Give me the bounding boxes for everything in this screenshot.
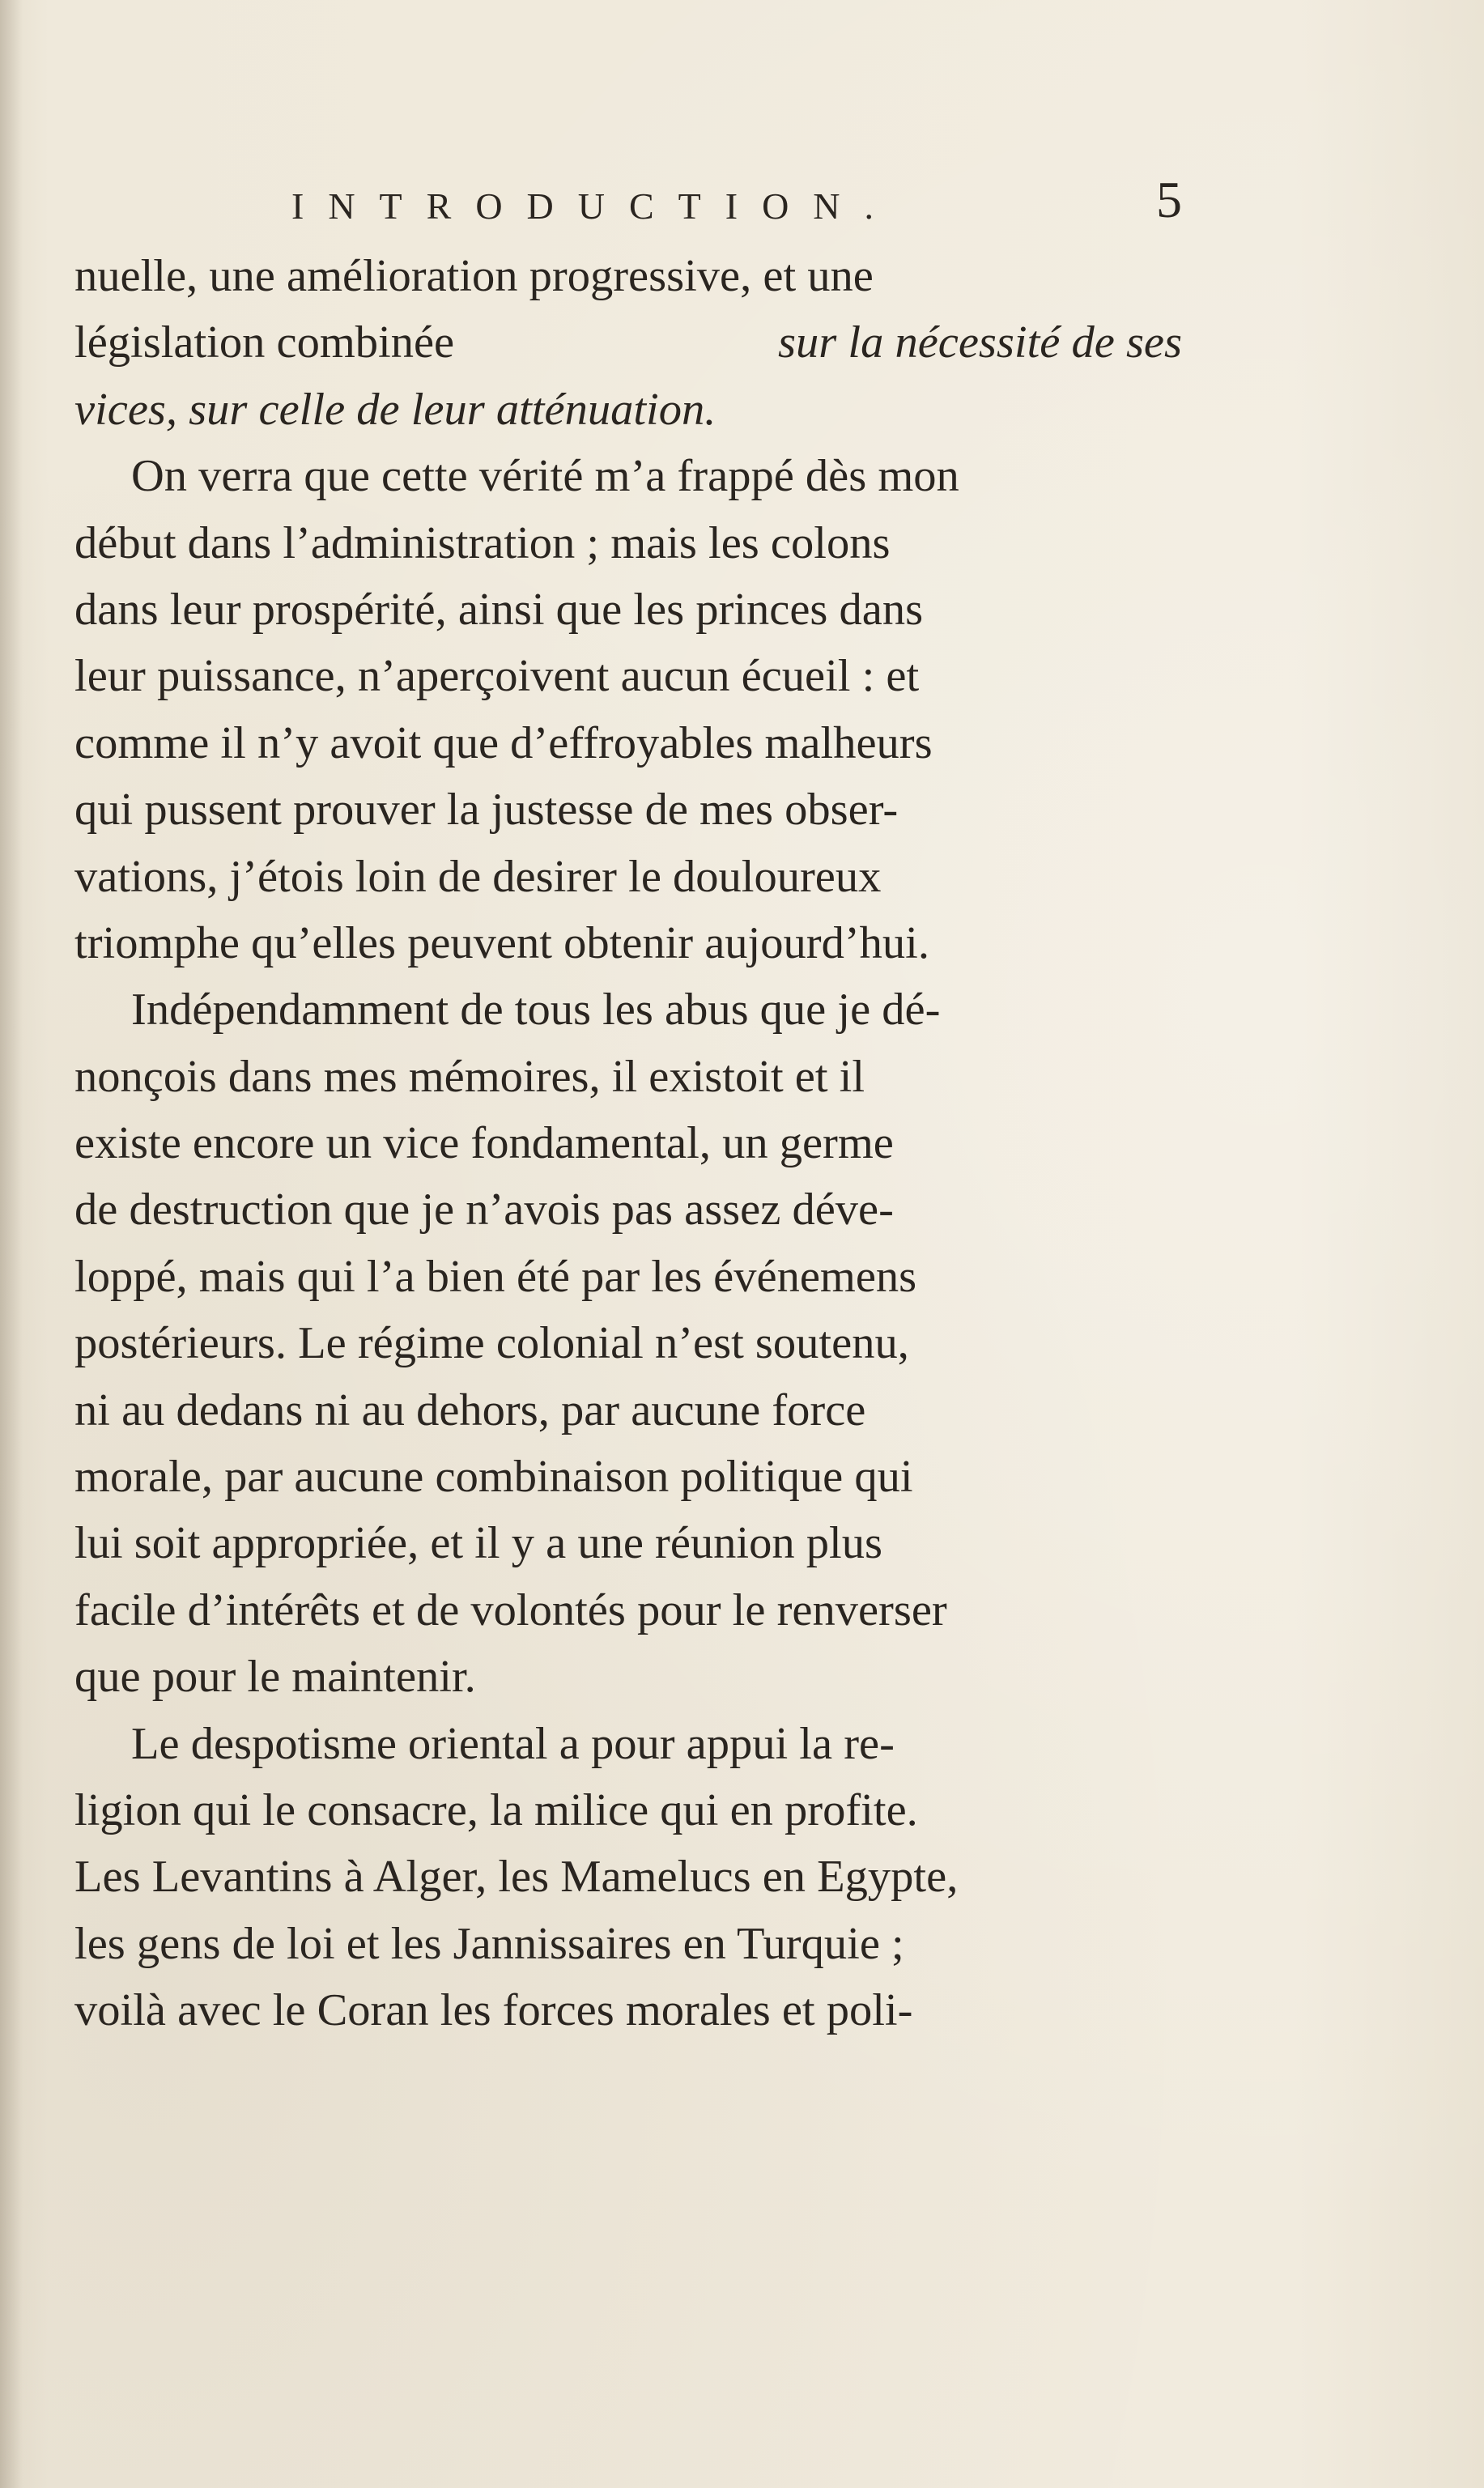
text-line: Le despotisme oriental a pour appui la re- (131, 1718, 895, 1769)
text-line: ligion qui le consacre, la milice qui en profite. (74, 1784, 918, 1835)
text-line: leur puissance, n’aperçoivent aucun écueil : et (74, 651, 920, 702)
text-line: triomphe qu’elles peuvent obtenir aujourd’hui. (74, 917, 929, 968)
text-line: Indépendamment de tous les abus que je dé- (131, 985, 941, 1036)
text-line: législation combinée sur la nécessité de ses (74, 317, 1182, 368)
text-line: On verra que cette vérité m’a frappé dès mon (131, 451, 959, 502)
text-line: lui soit appropriée, et il y a une réunion plus (74, 1518, 882, 1569)
text-line: vices, sur celle de leur atténuation. (74, 384, 716, 435)
text-line: existe encore un vice fondamental, un germe (74, 1118, 894, 1169)
text-line: nonçois dans mes mémoires, il existoit et il (74, 1051, 865, 1102)
text-line: comme il n’y avoit que d’effroyables malheurs (74, 717, 933, 768)
body-text (74, 243, 1182, 2044)
text-line: début dans l’administration ; mais les colons (74, 517, 891, 568)
text-line: loppé, mais qui l’a bien été par les événemens (74, 1251, 917, 1302)
text-line: facile d’intérêts et de volontés pour le renverser (74, 1584, 947, 1635)
page-number: 5 (1156, 171, 1182, 228)
text-line: Les Levantins à Alger, les Mamelucs en Egypte, (74, 1852, 959, 1903)
text-line: dans leur prospérité, ainsi que les princes dans (74, 584, 924, 635)
text-line: ni au dedans ni au dehors, par aucune force (74, 1384, 866, 1435)
running-title: INTRODUCTION. (291, 185, 899, 227)
text-line: qui pussent prouver la justesse de mes obser- (74, 785, 899, 836)
text-line: voilà avec le Coran les forces morales et poli- (74, 1985, 913, 2036)
text-line: les gens de loi et les Jannissaires en Turquie ; (74, 1918, 904, 1969)
text-line: vations, j’étois loin de desirer le douloureux (74, 851, 882, 902)
page-header (291, 170, 1182, 235)
text-line: morale, par aucune combinaison politique qui (74, 1452, 913, 1503)
text-line: nuelle, une amélioration progressive, et une (74, 251, 874, 301)
text-line: que pour le maintenir. (74, 1652, 476, 1703)
text-line: de destruction que je n’avois pas assez déve- (74, 1184, 894, 1235)
spine-shadow (0, 0, 23, 2488)
text-line: postérieurs. Le régime colonial n’est soutenu, (74, 1318, 909, 1369)
